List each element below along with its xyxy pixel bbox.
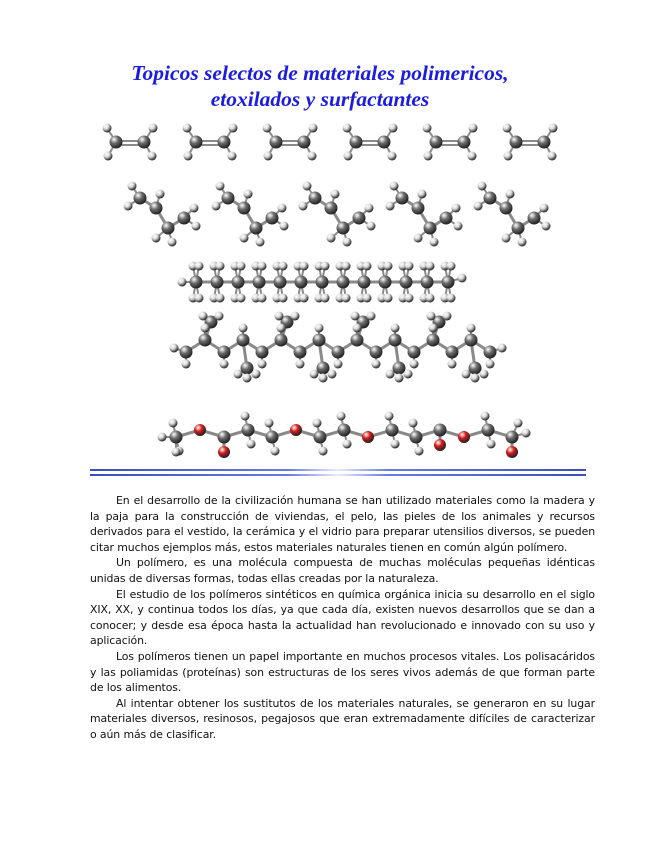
- carbon-atom: [237, 334, 250, 347]
- hydrogen-atom: [481, 412, 490, 421]
- carbon-atom: [465, 334, 478, 347]
- carbon-atom: [427, 334, 440, 347]
- hydrogen-atom: [244, 190, 253, 199]
- carbon-atom: [434, 424, 447, 437]
- oxygen-atom: [194, 424, 206, 436]
- carbon-atom: [178, 212, 191, 225]
- hydrogen-atom: [540, 204, 549, 213]
- hydrogen-atom: [426, 262, 435, 271]
- hydrogen-atom: [454, 222, 463, 231]
- oxygen-atom: [458, 431, 470, 443]
- carbon-atom: [379, 276, 392, 289]
- hydrogen-atom: [303, 182, 312, 191]
- hydrogen-atom: [334, 360, 343, 369]
- hydrogen-atom: [192, 222, 201, 231]
- body-text: [90, 493, 595, 743]
- carbon-atom: [410, 431, 423, 444]
- hydrogen-atom: [216, 182, 225, 191]
- carbon-atom: [458, 136, 471, 149]
- hydrogen-atom: [327, 234, 336, 243]
- carbon-atom: [138, 136, 151, 149]
- carbon-atom: [396, 192, 409, 205]
- paragraph-5: Al intentar obtener los sustitutos de los materiales naturales, se generaron en su lugar materiales diversos, resinosos, pegajosos que eran extremadamente difíciles de caracterizar o aún más de clasificar.: [90, 696, 595, 741]
- hydrogen-atom: [418, 190, 427, 199]
- carbon-atom: [222, 192, 235, 205]
- carbon-atom: [211, 276, 224, 289]
- hydrogen-atom: [344, 152, 353, 161]
- hydrogen-atom: [278, 204, 287, 213]
- hydrogen-atom: [319, 374, 328, 383]
- hydrogen-atom: [124, 202, 133, 211]
- hydrogen-atom: [237, 294, 246, 303]
- hydrogen-atom: [522, 429, 531, 438]
- hydrogen-atom: [469, 124, 478, 133]
- hydrogen-atom: [310, 370, 319, 379]
- hydrogen-atom: [240, 234, 249, 243]
- title-line-2: etoxilados y surfactantes: [210, 87, 430, 111]
- carbon-atom: [241, 362, 254, 375]
- oxygen-atom: [218, 446, 230, 458]
- hydrogen-atom: [498, 344, 507, 353]
- carbon-atom: [295, 276, 308, 289]
- hydrogen-atom: [502, 234, 511, 243]
- carbon-atom: [256, 346, 269, 359]
- carbon-atom: [250, 222, 263, 235]
- carbon-atom: [270, 136, 283, 149]
- carbon-atom: [232, 276, 245, 289]
- hydrogen-atom: [237, 262, 246, 271]
- paragraph-2: Un polímero, es una molécula compuesta de muchas moléculas pequeñas idénticas unidas de diversas formas, todas ellas creadas por la naturaleza.: [90, 556, 595, 585]
- hydrogen-atom: [342, 294, 351, 303]
- carbon-atom: [386, 424, 399, 437]
- hydrogen-atom: [337, 412, 346, 421]
- hydrogen-atom: [351, 312, 360, 321]
- hydrogen-atom: [256, 238, 265, 247]
- carbon-atom: [338, 424, 351, 437]
- carbon-atom: [400, 276, 413, 289]
- hydrogen-atom: [220, 360, 229, 369]
- hydrogen-atom: [308, 152, 317, 161]
- carbon-atom: [316, 276, 329, 289]
- carbon-atom: [266, 431, 279, 444]
- carbon-atom: [294, 346, 307, 359]
- carbon-atom: [389, 334, 402, 347]
- carbon-atom: [442, 276, 455, 289]
- carbon-atom: [469, 362, 482, 375]
- hydrogen-atom: [448, 360, 457, 369]
- hydrogen-atom: [178, 278, 187, 287]
- paragraph-1: En el desarrollo de la civilización humana se han utilizado materiales como la madera y la paja para la construcción de viviendas, el pelo, las pieles de los animales y recursos derivados para el vestido, la cerámica y el vidrio para preparar utensilios diversos, se pueden citar muchos ejemplos más, estos materiales naturales tienen en común algún polímero.: [90, 494, 595, 554]
- hydrogen-atom: [410, 360, 419, 369]
- hydrogen-atom: [128, 182, 137, 191]
- carbon-atom: [298, 136, 311, 149]
- carbon-atom: [180, 346, 193, 359]
- oxygen-atom: [362, 431, 374, 443]
- hydrogen-atom: [427, 312, 436, 321]
- hydrogen-atom: [480, 370, 489, 379]
- hydrogen-atom: [331, 190, 340, 199]
- hydrogen-atom: [430, 238, 439, 247]
- hydrogen-atom: [183, 124, 192, 133]
- hydrogen-atom: [234, 370, 243, 379]
- carbon-atom: [266, 212, 279, 225]
- hydrogen-atom: [486, 360, 495, 369]
- hydrogen-atom: [299, 202, 308, 211]
- hydrogen-atom: [487, 440, 496, 449]
- hydrogen-atom: [504, 152, 513, 161]
- hydrogen-atom: [391, 324, 400, 333]
- carbon-atom: [424, 222, 437, 235]
- hydrogen-atom: [195, 262, 204, 271]
- oxygen-atom: [290, 424, 302, 436]
- carbon-atom: [506, 431, 519, 444]
- hydrogen-atom: [518, 238, 527, 247]
- carbon-atom: [351, 334, 364, 347]
- hydrogen-atom: [152, 234, 161, 243]
- carbon-atom: [484, 346, 497, 359]
- hydrogen-atom: [243, 374, 252, 383]
- hydrogen-atom: [190, 204, 199, 213]
- oxygen-atom: [506, 446, 518, 458]
- paragraph-4: Los polímeros tienen un papel importante en muchos procesos vitales. Los polisacáridos y las poliamidas (proteínas) son estructuras de los seres vivos además de que forman parte de los alimentos.: [90, 649, 595, 695]
- hydrogen-atom: [386, 370, 395, 379]
- hydrogen-atom: [405, 294, 414, 303]
- hydrogen-atom: [309, 124, 318, 133]
- hydrogen-atom: [241, 412, 250, 421]
- hydrogen-atom: [258, 294, 267, 303]
- carbon-atom: [446, 346, 459, 359]
- carbon-atom: [393, 362, 406, 375]
- hydrogen-atom: [343, 238, 352, 247]
- carbon-atom: [421, 276, 434, 289]
- hydrogen-atom: [389, 124, 398, 133]
- hydrogen-atom: [319, 447, 328, 456]
- hydrogen-atom: [158, 433, 167, 442]
- carbon-atom: [337, 276, 350, 289]
- hydrogen-atom: [199, 312, 208, 321]
- hydrogen-atom: [342, 262, 351, 271]
- hydrogen-atom: [313, 419, 322, 428]
- hydrogen-atom: [201, 324, 210, 333]
- hydrogen-atom: [415, 447, 424, 456]
- carbon-atom: [440, 212, 453, 225]
- hydrogen-atom: [424, 152, 433, 161]
- hydrogen-atom: [343, 440, 352, 449]
- carbon-atom: [134, 192, 147, 205]
- carbon-atom: [412, 202, 425, 215]
- hydrogen-atom: [170, 344, 179, 353]
- hydrogen-atom: [271, 447, 280, 456]
- carbon-atom: [150, 202, 163, 215]
- carbon-atom: [238, 202, 251, 215]
- hydrogen-atom: [216, 294, 225, 303]
- hydrogen-atom: [404, 370, 413, 379]
- carbon-atom: [332, 346, 345, 359]
- hydrogen-atom: [447, 294, 456, 303]
- hydrogen-atom: [474, 202, 483, 211]
- hydrogen-atom: [184, 152, 193, 161]
- hydrogen-atom: [239, 324, 248, 333]
- hydrogen-atom: [367, 222, 376, 231]
- hydrogen-atom: [315, 324, 324, 333]
- hydrogen-atom: [229, 124, 238, 133]
- title-line-1: Topicos selectos de materiales polimericos,: [131, 61, 509, 85]
- hydrogen-atom: [104, 152, 113, 161]
- hydrogen-atom: [149, 124, 158, 133]
- carbon-atom: [378, 136, 391, 149]
- hydrogen-atom: [156, 190, 165, 199]
- section-divider: [90, 469, 586, 477]
- hydrogen-atom: [252, 370, 261, 379]
- hydrogen-atom: [447, 262, 456, 271]
- hydrogen-atom: [388, 152, 397, 161]
- hydrogen-atom: [296, 360, 305, 369]
- hydrogen-atom: [280, 222, 289, 231]
- carbon-atom: [484, 192, 497, 205]
- hydrogen-atom: [549, 124, 558, 133]
- hydrogen-atom: [148, 152, 157, 161]
- carbon-atom: [275, 334, 288, 347]
- carbon-atom: [528, 212, 541, 225]
- carbon-atom: [190, 136, 203, 149]
- hydrogen-atom: [409, 419, 418, 428]
- hydrogen-atom: [384, 294, 393, 303]
- hydrogen-atom: [384, 262, 393, 271]
- hydrogen-atom: [458, 274, 467, 283]
- hydrogen-atom: [414, 234, 423, 243]
- hydrogen-atom: [343, 124, 352, 133]
- hydrogen-atom: [212, 202, 221, 211]
- hydrogen-atom: [367, 312, 376, 321]
- hydrogen-atom: [265, 419, 274, 428]
- hydrogen-atom: [247, 440, 256, 449]
- hydrogen-atom: [321, 262, 330, 271]
- hydrogen-atom: [514, 419, 523, 428]
- hydrogen-atom: [182, 360, 191, 369]
- carbon-atom: [218, 136, 231, 149]
- carbon-atom: [350, 136, 363, 149]
- hydrogen-atom: [195, 294, 204, 303]
- carbon-atom: [370, 346, 383, 359]
- carbon-atom: [218, 431, 231, 444]
- hydrogen-atom: [300, 294, 309, 303]
- hydrogen-atom: [372, 360, 381, 369]
- oxygen-atom: [434, 439, 446, 451]
- carbon-atom: [170, 431, 183, 444]
- carbon-atom: [353, 212, 366, 225]
- hydrogen-atom: [468, 152, 477, 161]
- carbon-atom: [500, 202, 513, 215]
- hydrogen-atom: [169, 419, 178, 428]
- hydrogen-atom: [385, 412, 394, 421]
- hydrogen-atom: [291, 312, 300, 321]
- hydrogen-atom: [363, 262, 372, 271]
- hydrogen-atom: [462, 370, 471, 379]
- hydrogen-atom: [264, 152, 273, 161]
- hydrogen-atom: [215, 312, 224, 321]
- hydrogen-atom: [467, 324, 476, 333]
- carbon-atom: [162, 222, 175, 235]
- hydrogen-atom: [258, 360, 267, 369]
- hydrogen-atom: [426, 294, 435, 303]
- hydrogen-atom: [395, 374, 404, 383]
- hydrogen-atom: [503, 124, 512, 133]
- hydrogen-atom: [423, 124, 432, 133]
- carbon-atom: [309, 192, 322, 205]
- carbon-atom: [199, 334, 212, 347]
- carbon-atom: [274, 276, 287, 289]
- hydrogen-atom: [103, 124, 112, 133]
- hydrogen-atom: [478, 182, 487, 191]
- hydrogen-atom: [429, 324, 438, 333]
- hydrogen-atom: [405, 262, 414, 271]
- carbon-atom: [110, 136, 123, 149]
- hydrogen-atom: [353, 324, 362, 333]
- hydrogen-atom: [328, 370, 337, 379]
- carbon-atom: [317, 362, 330, 375]
- carbon-atom: [512, 222, 525, 235]
- paragraph-3: El estudio de los polímeros sintéticos en química orgánica inicia su desarrollo en el siglo XIX, XX, y continua todos los días, ya que cada día, existen nuevos desarrollos que se dan a conocer; y desde esa época hasta la actualidad han revolucionado e innovado con su uso y aplicación.: [90, 587, 595, 648]
- hydrogen-atom: [258, 262, 267, 271]
- hydrogen-atom: [321, 294, 330, 303]
- hydrogen-atom: [471, 374, 480, 383]
- hydrogen-atom: [216, 262, 225, 271]
- hydrogen-atom: [443, 312, 452, 321]
- hydrogen-atom: [275, 312, 284, 321]
- hydrogen-atom: [263, 124, 272, 133]
- carbon-atom: [242, 424, 255, 437]
- hydrogen-atom: [452, 204, 461, 213]
- carbon-atom: [313, 334, 326, 347]
- hydrogen-atom: [391, 440, 400, 449]
- carbon-atom: [325, 202, 338, 215]
- hydrogen-atom: [300, 262, 309, 271]
- hydrogen-atom: [168, 238, 177, 247]
- hydrogen-atom: [363, 294, 372, 303]
- carbon-atom: [253, 276, 266, 289]
- hydrogen-atom: [228, 152, 237, 161]
- carbon-atom: [482, 424, 495, 437]
- carbon-atom: [538, 136, 551, 149]
- carbon-atom: [358, 276, 371, 289]
- hydrogen-atom: [277, 324, 286, 333]
- carbon-atom: [337, 222, 350, 235]
- carbon-atom: [314, 431, 327, 444]
- carbon-atom: [408, 346, 421, 359]
- carbon-atom: [190, 276, 203, 289]
- hydrogen-atom: [548, 152, 557, 161]
- hydrogen-atom: [172, 448, 181, 457]
- carbon-atom: [218, 346, 231, 359]
- carbon-atom: [510, 136, 523, 149]
- hydrogen-atom: [279, 262, 288, 271]
- carbon-atom: [430, 136, 443, 149]
- hydrogen-atom: [390, 182, 399, 191]
- hydrogen-atom: [386, 202, 395, 211]
- hydrogen-atom: [542, 222, 551, 231]
- hydrogen-atom: [506, 190, 515, 199]
- hydrogen-atom: [365, 204, 374, 213]
- hydrogen-atom: [279, 294, 288, 303]
